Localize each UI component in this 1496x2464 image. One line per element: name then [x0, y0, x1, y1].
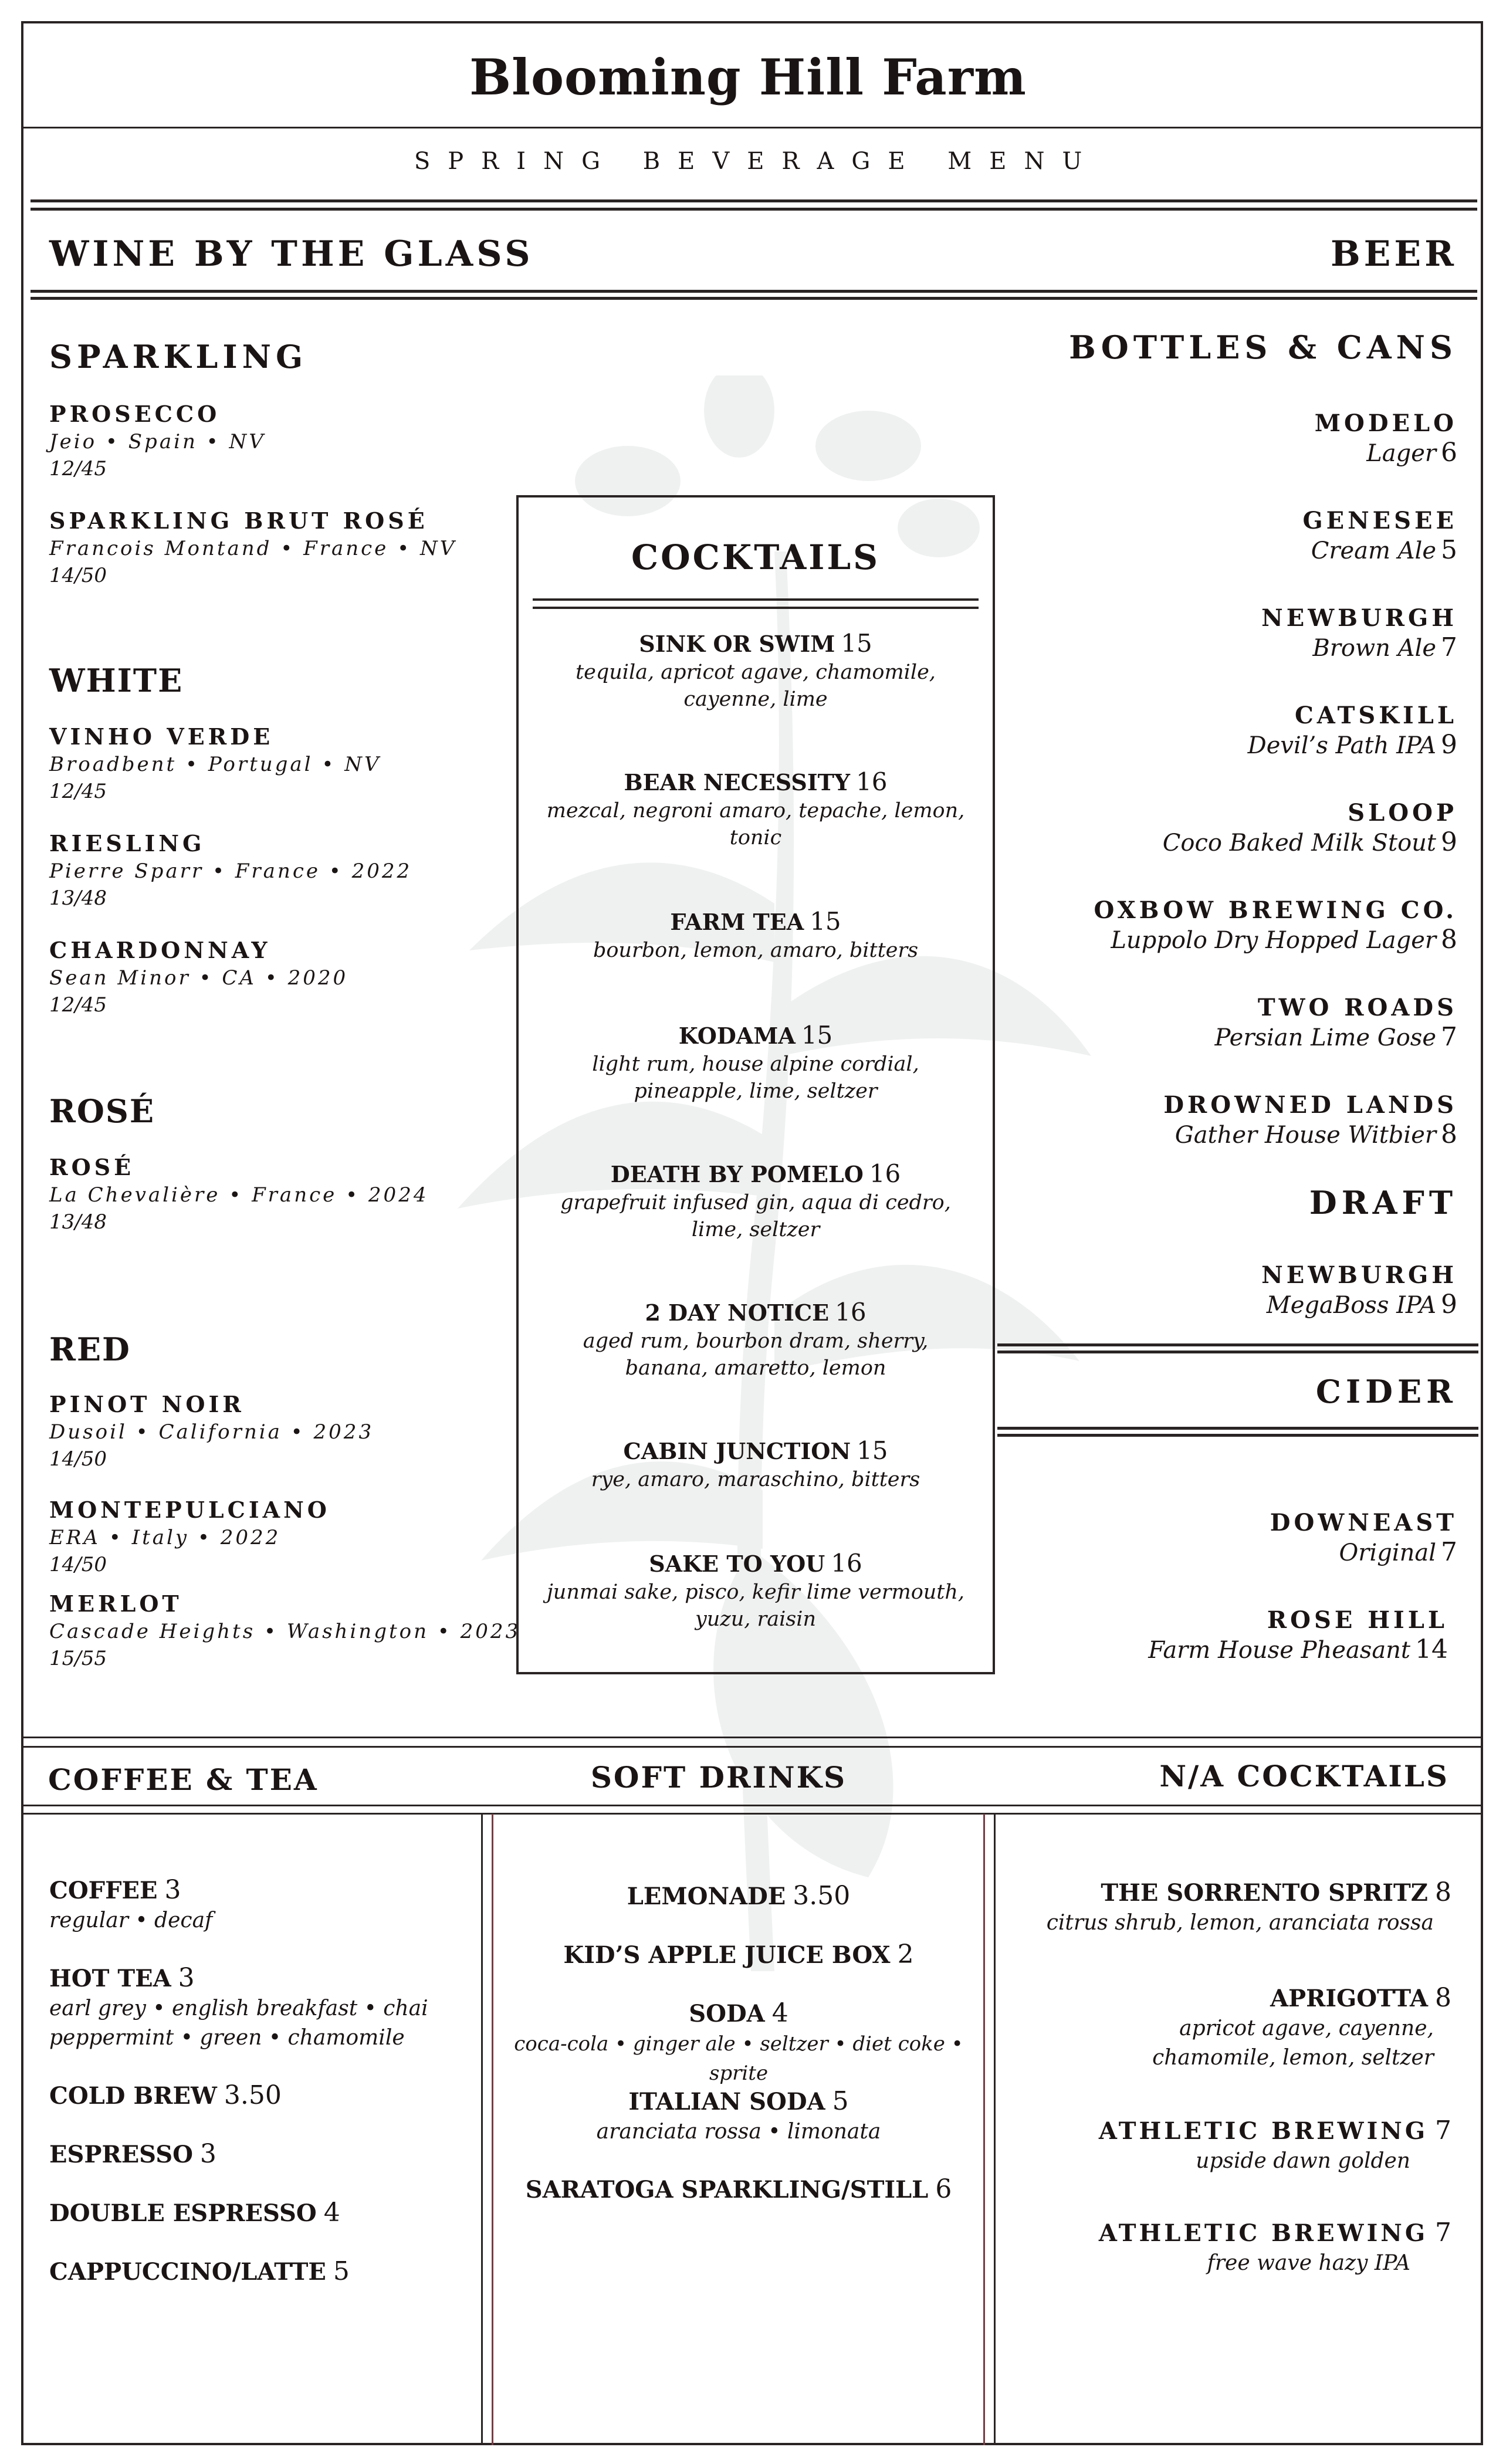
wine-name: PROSECCO	[49, 401, 221, 427]
beer-price: 9	[1441, 827, 1457, 857]
beer-desc: MegaBoss IPA	[1266, 1292, 1436, 1319]
red-heading: RED	[49, 1331, 131, 1368]
divider	[997, 1434, 1478, 1437]
column-divider	[994, 1814, 996, 2445]
na-desc: free wave hazy IPA	[1207, 2251, 1410, 2275]
column-divider	[492, 1814, 493, 2445]
na-name: ATHLETIC BREWING	[1098, 2117, 1428, 2145]
coffee-item	[49, 1963, 428, 2053]
rose-heading: ROSÉ	[49, 1092, 155, 1130]
beer-desc: Coco Baked Milk Stout	[1162, 830, 1436, 857]
na-item	[1099, 2116, 1451, 2176]
beer-price: 7	[1441, 1022, 1457, 1052]
coffee-desc: regular • decaf	[49, 1908, 213, 1932]
soft-price: 3.50	[793, 1881, 851, 1911]
soft-name: LEMONADE	[627, 1883, 786, 1910]
cocktail-item	[516, 1021, 995, 1105]
cider-item	[1270, 1509, 1457, 1568]
beer-item	[1163, 1091, 1457, 1150]
cider-item	[1148, 1606, 1448, 1665]
beer-price: 9	[1441, 1289, 1457, 1319]
cider-heading: CIDER	[1315, 1373, 1457, 1410]
cider-name: DOWNEAST	[1270, 1509, 1457, 1536]
soft-item	[494, 2086, 983, 2147]
cocktail-desc: mezcal, negroni amaro, tepache, lemon, tonic	[546, 799, 965, 849]
coffee-price: 4	[323, 2198, 340, 2228]
cocktail-desc: aged rum, bourbon dram, sherry, banana, amaretto, lemon	[583, 1329, 929, 1380]
beer-desc: Cream Ale	[1311, 537, 1436, 564]
column-divider	[481, 1814, 483, 2445]
cocktail-price: 16	[835, 1298, 867, 1326]
beer-price: 8	[1441, 1119, 1457, 1149]
na-desc: upside dawn golden	[1196, 2149, 1410, 2173]
divider	[533, 607, 979, 609]
soft-item	[494, 1881, 983, 1912]
wine-desc: Dusoil • California • 2023	[49, 1420, 374, 1444]
wine-desc: Pierre Sparr • France • 2022	[49, 859, 412, 883]
wine-name: ROSÉ	[49, 1154, 135, 1180]
cocktail-price: 16	[831, 1549, 862, 1578]
beer-desc: Gather House Witbier	[1175, 1122, 1436, 1149]
coffee-desc: earl grey • english breakfast • chai	[49, 1996, 428, 2020]
cocktail-item	[516, 907, 995, 964]
sparkling-heading: SPARKLING	[49, 338, 308, 375]
wine-desc: Cascade Heights • Washington • 2023	[49, 1620, 521, 1643]
soft-name: SODA	[689, 2000, 765, 2028]
beer-price: 6	[1441, 438, 1457, 468]
beer-name: NEWBURGH	[1261, 1261, 1457, 1289]
na-price: 7	[1435, 2218, 1451, 2248]
coffee-name: ESPRESSO	[49, 2141, 193, 2168]
cocktail-desc: junmai sake, pisco, kefir lime vermouth, yuzu, raisin	[546, 1580, 965, 1631]
coffee-desc: peppermint • green • chamomile	[49, 2026, 405, 2050]
wine-price: 12/45	[49, 780, 107, 803]
cocktail-price: 15	[801, 1021, 833, 1050]
divider	[31, 297, 1477, 300]
na-price: 8	[1435, 1983, 1451, 2013]
na-name: ATHLETIC BREWING	[1098, 2219, 1428, 2247]
soft-heading: SOFT DRINKS	[590, 1760, 847, 1795]
wine-name: PINOT NOIR	[49, 1391, 245, 1417]
page-title: Blooming Hill Farm	[469, 48, 1027, 106]
wine-name: RIESLING	[49, 830, 205, 857]
cocktail-price: 16	[856, 767, 888, 796]
wine-desc: La Chevalière • France • 2024	[49, 1183, 429, 1207]
soft-desc: coca-cola • ginger ale • seltzer • diet coke • sprite	[514, 2032, 963, 2085]
divider	[997, 1343, 1478, 1346]
na-item	[1047, 1877, 1451, 1938]
beer-name: DROWNED LANDS	[1163, 1091, 1457, 1119]
wine-desc: Sean Minor • CA • 2020	[49, 966, 348, 990]
soft-price: 6	[935, 2174, 952, 2204]
beer-desc: Persian Lime Gose	[1214, 1024, 1436, 1051]
wine-item	[49, 723, 381, 805]
page-subtitle: SPRING BEVERAGE MENU	[414, 148, 1100, 175]
cocktail-item	[516, 1298, 995, 1382]
coffee-name: DOUBLE ESPRESSO	[49, 2199, 317, 2227]
wine-price: 12/45	[49, 993, 107, 1017]
soft-name: KID’S APPLE JUICE BOX	[563, 1941, 891, 1969]
soft-item	[494, 1998, 983, 2088]
cocktail-name: 2 DAY NOTICE	[645, 1299, 830, 1326]
beer-desc: Devil’s Path IPA	[1247, 732, 1436, 759]
wine-price: 15/55	[49, 1647, 107, 1670]
wine-item	[49, 1590, 520, 1672]
beer-item	[1302, 507, 1457, 566]
coffee-name: HOT TEA	[49, 1965, 171, 1992]
beer-price: 8	[1441, 925, 1457, 955]
cocktail-item	[516, 1549, 995, 1633]
na-name: THE SORRENTO SPRITZ	[1101, 1879, 1428, 1907]
soft-price: 2	[897, 1940, 914, 1969]
cocktail-item	[516, 1436, 995, 1493]
soft-desc: aranciata rossa • limonata	[596, 2120, 881, 2144]
cocktails-heading-wrap	[516, 537, 995, 577]
wine-item	[49, 507, 456, 589]
wine-price: 12/45	[49, 457, 107, 480]
beer-item	[1315, 409, 1457, 468]
divider	[31, 199, 1477, 202]
coffee-price: 5	[333, 2256, 350, 2286]
draft-heading: DRAFT	[1309, 1184, 1457, 1221]
na-item	[1099, 2218, 1451, 2278]
coffee-price: 3	[178, 1963, 195, 1993]
wine-price: 13/48	[49, 1210, 107, 1234]
beer-name: CATSKILL	[1294, 702, 1457, 729]
beer-item	[1248, 702, 1457, 760]
soft-price: 4	[771, 1998, 788, 2028]
divider	[533, 598, 979, 601]
na-name: APRIGOTTA	[1270, 1985, 1428, 2012]
cocktail-desc: tequila, apricot agave, chamomile, cayenne, lime	[576, 661, 936, 711]
cocktail-name: DEATH BY POMELO	[610, 1161, 864, 1187]
na-desc: citrus shrub, lemon, aranciata rossa	[1046, 1911, 1434, 1935]
divider	[21, 1746, 1483, 1748]
wine-name: CHARDONNAY	[49, 937, 271, 963]
cocktail-price: 16	[869, 1159, 901, 1188]
cocktail-item	[516, 1159, 995, 1243]
na-item	[1152, 1983, 1451, 2073]
cocktails-heading: COCKTAILS	[631, 537, 881, 577]
coffee-name: COFFEE	[49, 1877, 158, 1904]
soft-name: ITALIAN SODA	[628, 2088, 825, 2116]
cocktail-name: SINK OR SWIM	[639, 631, 835, 657]
coffee-item	[49, 2256, 350, 2287]
beer-item	[1261, 1261, 1457, 1320]
soft-item	[494, 1940, 983, 1971]
cider-name: ROSE HILL	[1267, 1606, 1448, 1634]
cocktail-desc: bourbon, lemon, amaro, bitters	[593, 939, 919, 962]
wine-desc: Jeio • Spain • NV	[49, 430, 266, 453]
cider-price: 14	[1415, 1634, 1448, 1664]
wine-heading: WINE BY THE GLASS	[49, 233, 534, 275]
wine-item	[49, 830, 412, 912]
wine-item	[49, 1390, 374, 1473]
divider	[21, 127, 1483, 128]
coffee-item	[49, 2080, 282, 2111]
divider	[997, 1351, 1478, 1353]
beer-price: 9	[1441, 730, 1457, 760]
divider	[997, 1427, 1478, 1430]
soft-price: 5	[832, 2086, 849, 2116]
cider-desc: Original	[1339, 1539, 1436, 1566]
beer-desc: Luppolo Dry Hopped Lager	[1111, 927, 1436, 954]
cocktail-name: FARM TEA	[670, 909, 804, 935]
wine-desc: Francois Montand • France • NV	[49, 537, 457, 560]
beer-name: NEWBURGH	[1261, 604, 1457, 632]
wine-item	[49, 1496, 330, 1578]
na-price: 8	[1435, 1877, 1451, 1907]
soft-item	[494, 2174, 983, 2205]
beer-item	[1163, 799, 1457, 858]
beer-price: 5	[1441, 535, 1457, 565]
cocktail-item	[516, 629, 995, 713]
divider	[21, 1813, 1483, 1815]
coffee-price: 3	[164, 1875, 181, 1905]
cider-price: 7	[1441, 1537, 1457, 1567]
coffee-name: CAPPUCCINO/LATTE	[49, 2258, 326, 2286]
na-price: 7	[1435, 2116, 1451, 2145]
beer-name: MODELO	[1314, 409, 1457, 437]
beer-item	[1215, 994, 1457, 1052]
beer-name: GENESEE	[1302, 507, 1457, 534]
cocktail-name: SAKE TO YOU	[649, 1551, 825, 1577]
wine-name: VINHO VERDE	[49, 723, 274, 750]
cocktail-item	[516, 767, 995, 851]
beer-heading: BEER	[1330, 233, 1457, 275]
coffee-heading: COFFEE & TEA	[48, 1762, 319, 1797]
column-divider	[983, 1814, 985, 2445]
soft-name: SARATOGA SPARKLING/STILL	[525, 2176, 929, 2204]
cocktail-name: CABIN JUNCTION	[623, 1438, 851, 1464]
coffee-item	[49, 1875, 212, 1935]
wine-item	[49, 1153, 428, 1236]
divider	[31, 208, 1477, 211]
cocktail-price: 15	[841, 629, 872, 658]
cocktail-desc: grapefruit infused gin, aqua di cedro, lime, seltzer	[560, 1191, 951, 1241]
divider	[21, 1805, 1483, 1806]
beer-name: TWO ROADS	[1257, 994, 1457, 1021]
cocktail-name: KODAMA	[678, 1023, 796, 1049]
wine-name: SPARKLING BRUT ROSÉ	[49, 507, 428, 534]
cocktail-desc: rye, amaro, maraschino, bitters	[591, 1468, 920, 1491]
wine-price: 14/50	[49, 564, 107, 587]
wine-price: 13/48	[49, 886, 107, 910]
beer-desc: Lager	[1366, 440, 1436, 467]
coffee-item	[49, 2198, 340, 2229]
bottles-heading: BOTTLES & CANS	[1069, 329, 1457, 366]
beer-name: SLOOP	[1348, 799, 1457, 827]
coffee-item	[49, 2139, 216, 2170]
divider	[31, 290, 1477, 293]
wine-name: MERLOT	[49, 1590, 182, 1617]
beer-item	[1261, 604, 1457, 663]
cocktail-price: 15	[857, 1436, 888, 1465]
cocktail-price: 15	[810, 907, 841, 936]
wine-price: 14/50	[49, 1553, 107, 1576]
na-desc: apricot agave, cayenne,	[1179, 2016, 1434, 2040]
cocktail-name: BEAR NECESSITY	[624, 769, 851, 796]
cider-desc: Farm House Pheasant	[1148, 1637, 1410, 1664]
beer-desc: Brown Ale	[1312, 635, 1436, 662]
wine-name: MONTEPULCIANO	[49, 1497, 330, 1523]
white-heading: WHITE	[49, 662, 184, 699]
coffee-name: COLD BREW	[49, 2082, 217, 2110]
beer-price: 7	[1441, 632, 1457, 662]
wine-item	[49, 936, 348, 1018]
beer-item	[1094, 896, 1458, 955]
coffee-price: 3	[199, 2139, 216, 2169]
wine-desc: Broadbent • Portugal • NV	[49, 753, 381, 776]
divider	[21, 1737, 1483, 1738]
wine-desc: ERA • Italy • 2022	[49, 1526, 281, 1549]
wine-price: 14/50	[49, 1447, 107, 1471]
coffee-price: 3.50	[224, 2080, 282, 2110]
beer-name: OXBOW BREWING CO.	[1094, 896, 1457, 924]
cocktail-desc: light rum, house alpine cordial, pineapple, lime, seltzer	[592, 1052, 919, 1103]
na-desc: chamomile, lemon, seltzer	[1152, 2046, 1434, 2070]
wine-item	[49, 400, 266, 482]
na-heading: N/A COCKTAILS	[1159, 1759, 1449, 1793]
